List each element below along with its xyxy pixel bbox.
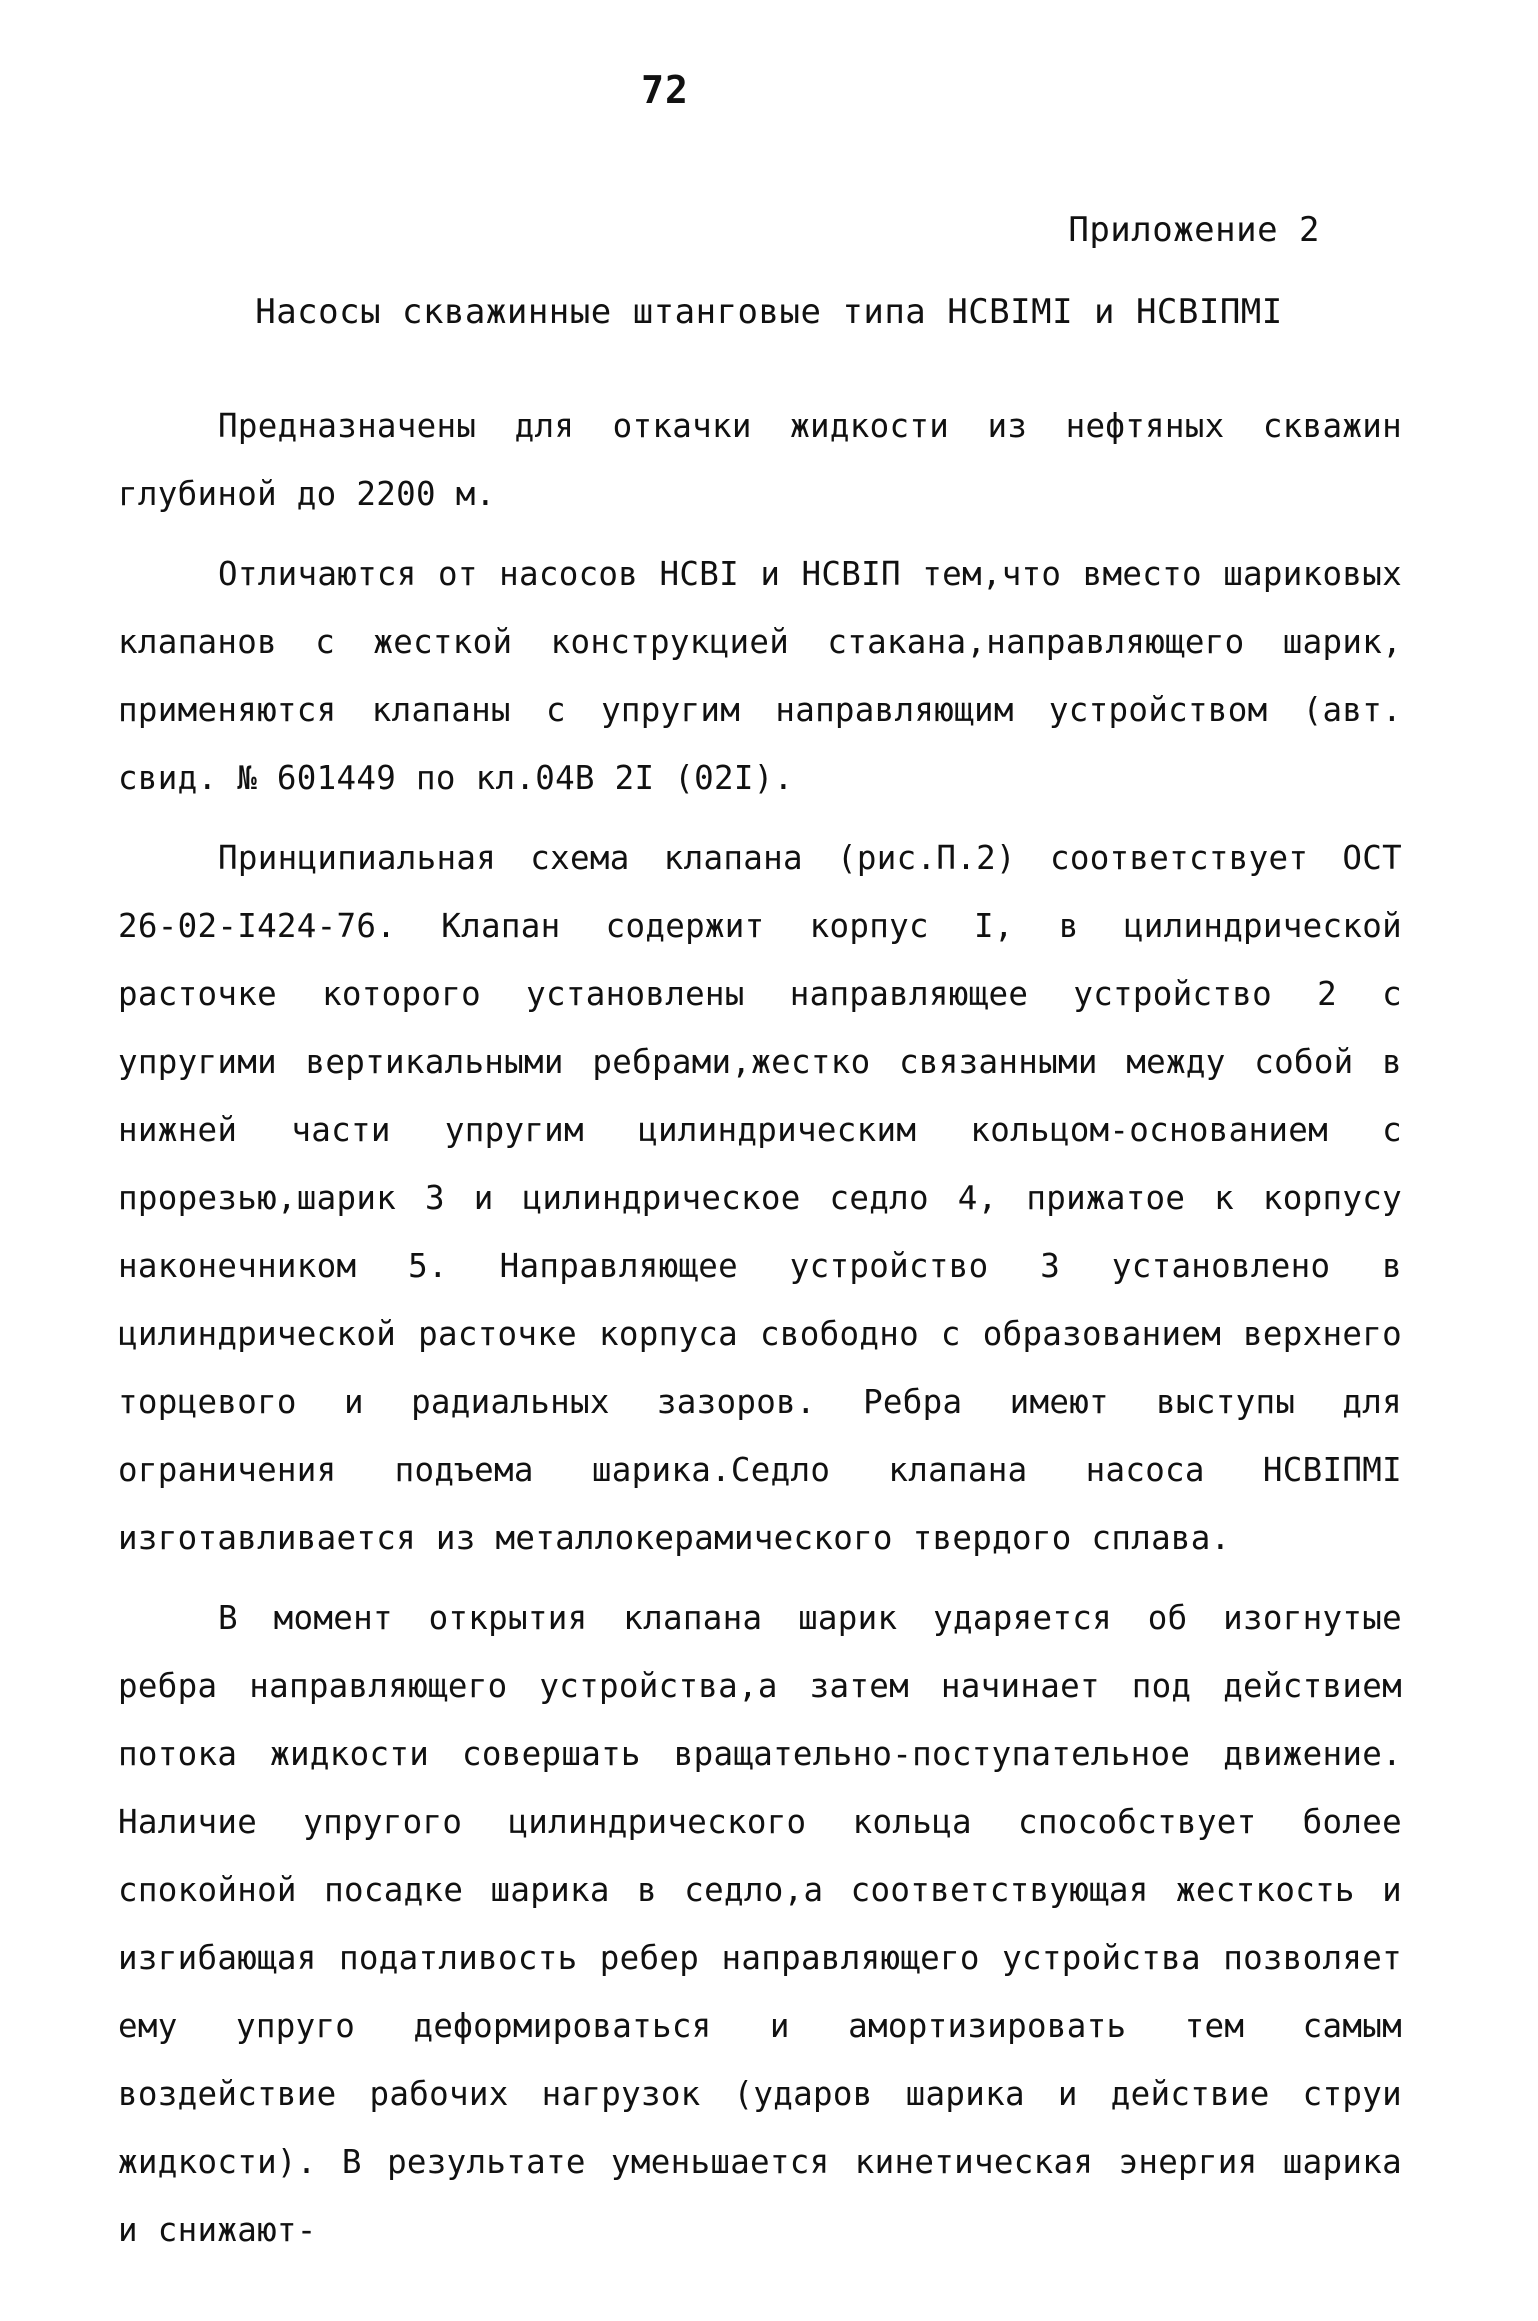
paragraph-valve-design: Принципиальная схема клапана (рис.П.2) соответствует ОСТ 26-02-I424-76. Клапан содержит корпус I, в цилиндрической расточке которого установлены направляющее устройство 2 с упругими вертикальными ребрами,жестко связанными между собой в нижней части упругим цилиндрическим кольцом-основанием с прорезью,шарик 3 и цилиндрическое седло 4, прижатое к корпусу наконечником 5. Направляющее устройство 3 установлено в цилиндрической расточке корпуса свободно с образованием верхнего торцевого и радиальных зазоров. Ребра имеют выступы для ограничения подъема шарика.Седло клапана насоса НСВIПМI изготавливается из металлокерамического твердого сплава.: [118, 839, 1402, 1557]
appendix-label: Приложение 2: [1068, 210, 1320, 250]
document-title: Насосы скважинные штанговые типа НСВIМI и НСВIПМI: [255, 292, 1283, 332]
paragraph-valve-operation: В момент открытия клапана шарик ударяется об изогнутые ребра направляющего устройства,а затем начинает под действием потока жидкости совершать вращательно-поступательное движение. Наличие упругого цилиндрического кольца способствует более спокойной посадке шарика в седло,а соответствующая жесткость и изгибающая податливость ребер направляющего устройства позволяет ему упруго деформироваться и амортизировать тем самым воздействие рабочих нагрузок (ударов шарика и действие струи жидкости). В результате уменьшается кинетическая энергия шарика и снижают-: [118, 1599, 1402, 2249]
paragraph-purpose: Предназначены для откачки жидкости из нефтяных скважин глубиной до 2200 м.: [118, 407, 1402, 513]
page-number: 72: [641, 68, 689, 112]
paragraph-differences: Отличаются от насосов НСВI и НСВIП тем,что вместо шариковых клапанов с жесткой конструкцией стакана,направляющего шарик, применяются клапаны с упругим направляющим устройством (авт. свид. № 601449 по кл.04В 2I (02I).: [118, 555, 1402, 797]
body-text: [118, 392, 1402, 2264]
